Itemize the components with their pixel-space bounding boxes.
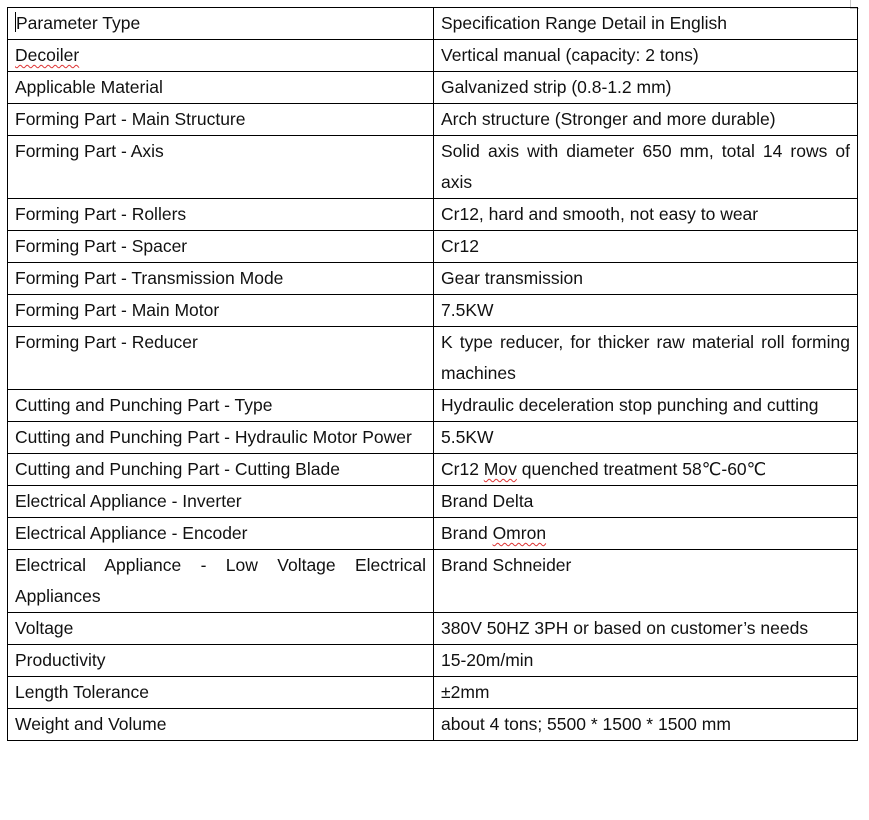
table-row (8, 518, 858, 550)
table-row (8, 40, 858, 72)
parameter-cell[interactable]: Voltage (8, 613, 434, 645)
spec-text: Cr12 (441, 459, 484, 479)
specification-cell[interactable]: Galvanized strip (0.8-1.2 mm) (434, 72, 858, 104)
parameter-cell[interactable]: Length Tolerance (8, 677, 434, 709)
parameter-cell[interactable] (8, 40, 434, 72)
table-row (8, 709, 858, 741)
table-row (8, 231, 858, 263)
specification-cell[interactable]: Gear transmission (434, 263, 858, 295)
header-specification-cell[interactable]: Specification Range Detail in English (434, 8, 858, 40)
parameter-cell[interactable]: Forming Part - Axis (8, 136, 434, 199)
header-parameter-cell[interactable] (8, 8, 434, 40)
table-row (8, 422, 858, 454)
parameter-cell[interactable]: Forming Part - Spacer (8, 231, 434, 263)
table-row (8, 390, 858, 422)
specification-table (7, 7, 858, 741)
parameter-cell[interactable]: Forming Part - Transmission Mode (8, 263, 434, 295)
parameter-cell[interactable]: Forming Part - Main Motor (8, 295, 434, 327)
specification-cell[interactable]: 5.5KW (434, 422, 858, 454)
specification-cell[interactable]: ±2mm (434, 677, 858, 709)
parameter-cell[interactable]: Cutting and Punching Part - Hydraulic Motor Power (8, 422, 434, 454)
specification-cell[interactable] (434, 518, 858, 550)
specification-cell[interactable]: K type reducer, for thicker raw material roll forming machines (434, 327, 858, 390)
specification-cell[interactable]: Solid axis with diameter 650 mm, total 14 rows of axis (434, 136, 858, 199)
parameter-cell[interactable]: Forming Part - Reducer (8, 327, 434, 390)
table-row (8, 454, 858, 486)
table-row (8, 263, 858, 295)
table-row (8, 295, 858, 327)
table-row (8, 199, 858, 231)
table-row (8, 136, 858, 199)
specification-cell[interactable]: Cr12, hard and smooth, not easy to wear (434, 199, 858, 231)
header-parameter-text: Parameter Type (16, 13, 141, 33)
table-row (8, 327, 858, 390)
parameter-cell[interactable]: Cutting and Punching Part - Cutting Blade (8, 454, 434, 486)
parameter-cell[interactable]: Productivity (8, 645, 434, 677)
specification-cell[interactable]: Brand Delta (434, 486, 858, 518)
specification-cell[interactable]: 380V 50HZ 3PH or based on customer’s needs (434, 613, 858, 645)
specification-cell[interactable]: about 4 tons; 5500 * 1500 * 1500 mm (434, 709, 858, 741)
specification-cell[interactable]: Brand Schneider (434, 550, 858, 613)
table-row (8, 645, 858, 677)
parameter-cell[interactable]: Applicable Material (8, 72, 434, 104)
table-row (8, 486, 858, 518)
table-row (8, 613, 858, 645)
parameter-cell[interactable]: Electrical Appliance - Inverter (8, 486, 434, 518)
table-row (8, 677, 858, 709)
spec-text: Brand (441, 523, 493, 543)
parameter-cell[interactable]: Cutting and Punching Part - Type (8, 390, 434, 422)
specification-cell[interactable] (434, 454, 858, 486)
parameter-cell[interactable]: Electrical Appliance - Encoder (8, 518, 434, 550)
table-row (8, 550, 858, 613)
specification-cell[interactable]: Hydraulic deceleration stop punching and cutting (434, 390, 858, 422)
specification-cell[interactable]: 15-20m/min (434, 645, 858, 677)
specification-cell[interactable]: Vertical manual (capacity: 2 tons) (434, 40, 858, 72)
table-header-row (8, 8, 858, 40)
table-row (8, 72, 858, 104)
table-row (8, 104, 858, 136)
parameter-cell[interactable]: Forming Part - Main Structure (8, 104, 434, 136)
specification-cell[interactable]: 7.5KW (434, 295, 858, 327)
parameter-cell[interactable]: Weight and Volume (8, 709, 434, 741)
parameter-cell[interactable]: Forming Part - Rollers (8, 199, 434, 231)
specification-cell[interactable]: Arch structure (Stronger and more durable) (434, 104, 858, 136)
spellcheck-word: Decoiler (15, 45, 80, 65)
spellcheck-word: Omron (492, 523, 547, 543)
specification-cell[interactable]: Cr12 (434, 231, 858, 263)
spellcheck-word: Mov (483, 459, 517, 479)
spec-text: quenched treatment 58℃-60℃ (516, 459, 767, 479)
parameter-cell[interactable]: Electrical Appliance - Low Voltage Electrical Appliances (8, 550, 434, 613)
